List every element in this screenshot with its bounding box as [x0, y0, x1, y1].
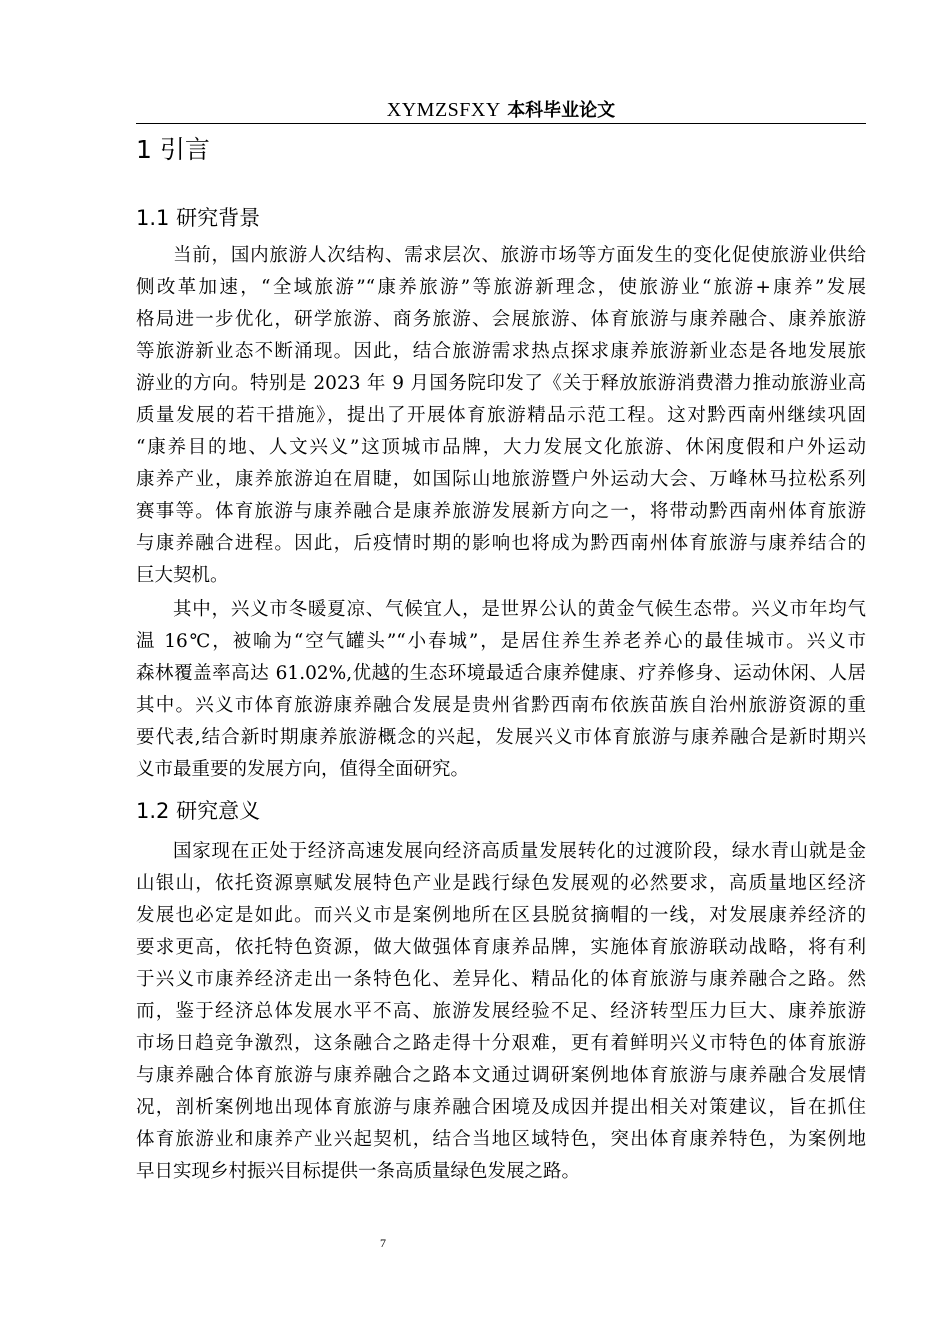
text-line: 等旅游新业态不断涌现。因此，结合旅游需求热点探求康养旅游新业态是各地发展旅: [136, 341, 866, 362]
text-line: 康养产业，康养旅游迫在眉睫，如国际山地旅游暨户外运动大会、万峰林马拉松系列: [136, 469, 866, 490]
paragraph: [136, 836, 866, 1188]
text-line: 义市最重要的发展方向，值得全面研究。: [136, 759, 470, 780]
section-title-significance: 1.2 研究意义: [136, 799, 261, 823]
text-line: 要代表,结合新时期康养旅游概念的兴起，发展兴义市体育旅游与康养融合是新时期兴: [136, 727, 866, 748]
text-line: 于兴义市康养经济走出一条特色化、差异化、精品化的体育旅游与康养融合之路。然: [136, 969, 866, 990]
running-header: [136, 96, 866, 124]
text-line: 国家现在正处于经济高速发展向经济高质量发展转化的过渡阶段，绿水青山就是金: [173, 841, 866, 862]
text-line: 与康养融合进程。因此，后疫情时期的影响也将成为黔西南州体育旅游与康养结合的: [136, 533, 866, 554]
text-line: 质量发展的若干措施》，提出了开展体育旅游精品示范工程。这对黔西南州继续巩固: [136, 405, 866, 426]
text-line: 其中。兴义市体育旅游康养融合发展是贵州省黔西南布依族苗族自治州旅游资源的重: [136, 695, 866, 716]
text-line: 市场日趋竞争激烈，这条融合之路走得十分艰难，更有着鲜明兴义市特色的体育旅游: [136, 1033, 866, 1054]
header-title: 本科毕业论文: [507, 100, 616, 121]
text-line: 赛事等。体育旅游与康养融合是康养旅游发展新方向之一，将带动黔西南州体育旅游: [136, 501, 866, 522]
text-line: 巨大契机。: [136, 565, 229, 586]
text-line: 而，鉴于经济总体发展水平不高、旅游发展经验不足、经济转型压力巨大、康养旅游: [136, 1001, 866, 1022]
text-line: 当前，国内旅游人次结构、需求层次、旅游市场等方面发生的变化促使旅游业供给: [173, 245, 866, 266]
text-line: 其中，兴义市冬暖夏凉、气候宜人，是世界公认的黄金气候生态带。兴义市年均气: [173, 599, 866, 620]
text-line: 体育旅游业和康养产业兴起契机，结合当地区域特色，突出体育康养特色，为案例地: [136, 1129, 866, 1150]
paragraph: [136, 594, 866, 786]
header-school-code: XYMZSFXY: [386, 99, 501, 121]
chapter-title: 1 引言: [136, 135, 210, 164]
page-number: 7: [380, 1236, 386, 1250]
text-line: 格局进一步优化，研学旅游、商务旅游、会展旅游、体育旅游与康养融合、康养旅游: [136, 309, 866, 330]
text-line: 侧改革加速，“全域旅游”“康养旅游”等旅游新理念，使旅游业“旅游+康养”发展: [136, 277, 866, 298]
text-line: 与康养融合体育旅游与康养融合之路本文通过调研案例地体育旅游与康养融合发展情: [136, 1065, 866, 1086]
paragraph: [136, 240, 866, 592]
text-line: 游业的方向。特别是 2023 年 9 月国务院印发了《关于释放旅游消费潜力推动旅游业高: [136, 373, 866, 394]
text-line: 要求更高，依托特色资源，做大做强体育康养品牌，实施体育旅游联动战略，将有利: [136, 937, 866, 958]
text-line: 山银山，依托资源禀赋发展特色产业是践行绿色发展观的必然要求，高质量地区经济: [136, 873, 866, 894]
text-line: 况，剖析案例地出现体育旅游与康养融合困境及成因并提出相关对策建议，旨在抓住: [136, 1097, 866, 1118]
text-line: 温 16℃，被喻为“空气罐头”“小春城”，是居住养生养老养心的最佳城市。兴义市: [136, 631, 866, 652]
section-title-background: 1.1 研究背景: [136, 206, 261, 230]
text-line: “康养目的地、人文兴义”这顶城市品牌，大力发展文化旅游、休闲度假和户外运动: [136, 437, 866, 458]
text-line: 早日实现乡村振兴目标提供一条高质量绿色发展之路。: [136, 1161, 581, 1182]
header-rule: [136, 123, 866, 124]
text-line: 发展也必定是如此。而兴义市是案例地所在区县脱贫摘帽的一线，对发展康养经济的: [136, 905, 866, 926]
text-line: 森林覆盖率高达 61.02%,优越的生态环境最适合康养健康、疗养修身、运动休闲、人居: [136, 663, 866, 684]
